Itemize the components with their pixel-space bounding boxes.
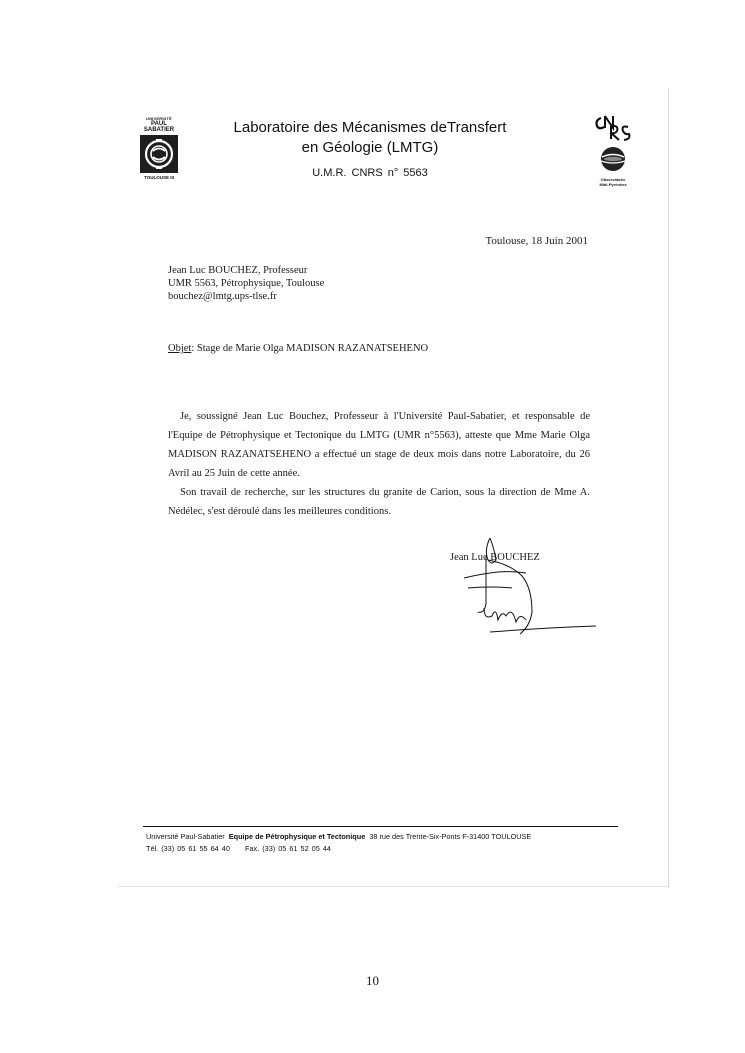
letterhead-lab-acronym: en Géologie (LMTG) bbox=[301, 139, 439, 156]
body-paragraph-1: Je, soussigné Jean Luc Bouchez, Professeur à l'Université Paul-Sabatier, et responsable de l'Equipe de Pétrophysique et Tectonique du LMTG (UMR n°5563), atteste que Mme Marie Olga MADISON RAZANATSEHENO a effectué un stage de deux mois dans notre Laboratoire, du 26 Avril au 25 Juin de cette année. bbox=[168, 411, 590, 479]
observatoire-logo-line2: Midi-Pyrénées bbox=[599, 182, 627, 187]
footer-contact-line bbox=[146, 844, 331, 853]
university-logo-top-text: UNIVERSITÉ bbox=[145, 116, 172, 121]
signatory-name: Jean Luc BOUCHEZ bbox=[450, 552, 540, 563]
footer-rule bbox=[143, 826, 618, 827]
footer-address-line bbox=[146, 832, 531, 841]
sender-unit: UMR 5563, Pétrophysique, Toulouse bbox=[168, 278, 325, 289]
letter-date: Toulouse, 18 Juin 2001 bbox=[485, 235, 588, 247]
letterhead-lab-name: Laboratoire des Mécanismes deTransfert bbox=[233, 119, 507, 136]
footer-address: 38 rue des Trente-Six-Ponts F-31400 TOULOUSE bbox=[369, 832, 532, 841]
handwritten-signature-icon bbox=[450, 536, 600, 648]
observatoire-globe-icon bbox=[598, 146, 628, 172]
letterhead-umr: U.M.R. CNRS n° 5563 bbox=[312, 167, 428, 179]
university-logo-name-line1: PAUL bbox=[151, 121, 167, 127]
sender-name: Jean Luc BOUCHEZ, Professeur bbox=[168, 265, 308, 276]
letter-subject bbox=[168, 343, 428, 354]
letter-body bbox=[168, 407, 590, 521]
university-logo-city: TOULOUSE III bbox=[144, 175, 174, 180]
footer-university: Université Paul-Sabatier bbox=[146, 832, 225, 841]
body-paragraph-2: Son travail de recherche, sur les structures du granite de Carion, sous la direction de Mme A. Nédélec, s'est déroulé dans les meilleures conditions. bbox=[168, 487, 590, 517]
footer-team: Equipe de Pétrophysique et Tectonique bbox=[228, 832, 366, 841]
footer-fax: Fax. (33) 05 61 52 05 44 bbox=[245, 844, 331, 853]
subject-text: : Stage de Marie Olga MADISON RAZANATSEHENO bbox=[191, 343, 429, 354]
page-number: 10 bbox=[366, 973, 379, 988]
university-emblem-icon bbox=[140, 135, 178, 173]
subject-label: Objet bbox=[168, 343, 192, 354]
scan-edge-right bbox=[668, 88, 669, 888]
observatoire-logo-line1: Observatoire bbox=[600, 177, 626, 182]
university-logo-name-line2: SABATIER bbox=[143, 127, 175, 133]
sender-email: bouchez@lmtg.ups-tlse.fr bbox=[168, 291, 277, 302]
footer-phone: Tél. (33) 05 61 55 64 40 bbox=[146, 844, 230, 853]
cnrs-logo-icon bbox=[593, 112, 633, 144]
scan-edge-bottom bbox=[118, 886, 670, 887]
sender-block bbox=[168, 264, 324, 303]
observatoire-logo bbox=[588, 146, 638, 187]
university-logo bbox=[136, 116, 182, 181]
